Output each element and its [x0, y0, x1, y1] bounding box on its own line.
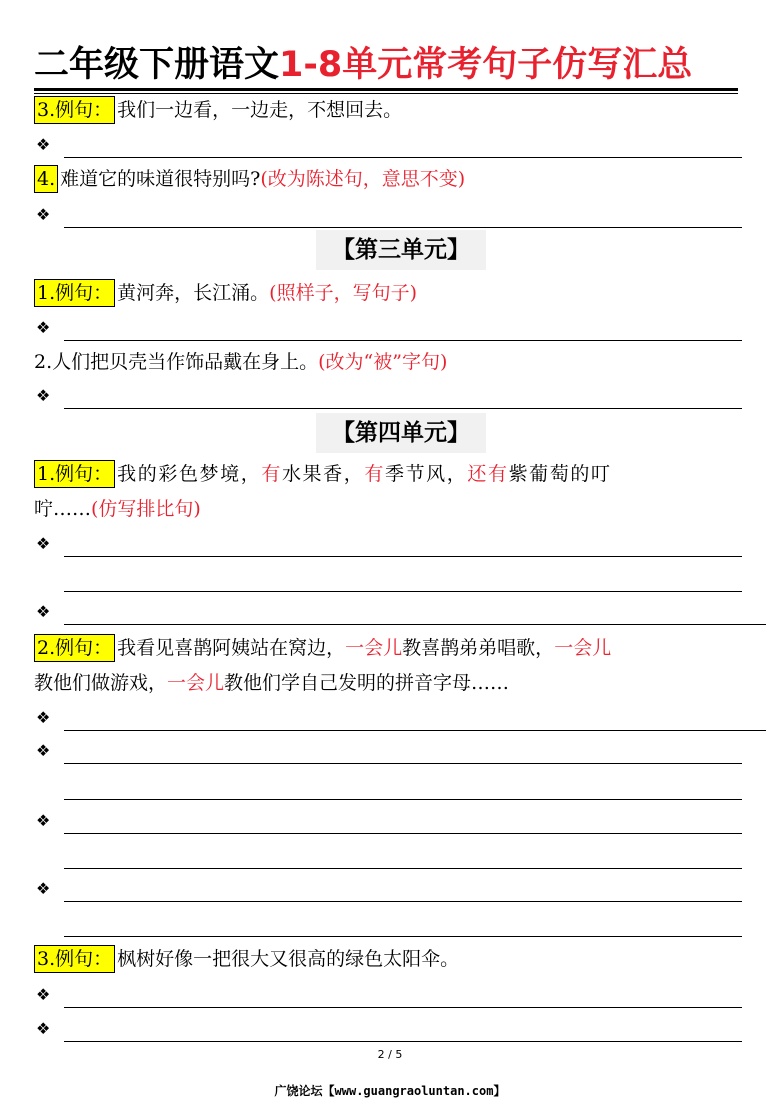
- diamond-icon: ❖: [36, 534, 51, 553]
- diamond-icon: ❖: [36, 386, 51, 405]
- number-tag: 4.: [34, 165, 58, 193]
- sentence-4: 4. 难道它的味道很特别吗?(改为陈述句，意思不变): [34, 164, 746, 194]
- answer-line[interactable]: [34, 913, 742, 937]
- diamond-icon: ❖: [36, 318, 51, 337]
- title-black: 二年级下册语文: [34, 45, 280, 85]
- diamond-icon: ❖: [36, 602, 51, 621]
- title-red: 1-8单元常考句子仿写汇总: [279, 45, 693, 85]
- unit4-sentence-3: 3.例句： 枫树好像一把很大又很高的绿色太阳伞。: [34, 944, 746, 974]
- answer-line[interactable]: [34, 740, 742, 764]
- answer-line[interactable]: [34, 601, 766, 625]
- unit4-sentence-1-cont: 咛……(仿写排比句): [34, 498, 201, 520]
- page-number: 2 / 5: [377, 1048, 403, 1061]
- title-rule-thick: [34, 88, 738, 91]
- answer-line[interactable]: [34, 568, 742, 592]
- answer-line[interactable]: [34, 810, 742, 834]
- answer-line[interactable]: [34, 204, 742, 228]
- answer-line[interactable]: [34, 776, 742, 800]
- unit4-sentence-1: 1.例句： 我的彩色梦境，有水果香，有季节风，还有紫葡萄的叮: [34, 459, 746, 489]
- unit4-sentence-2-cont: 教他们做游戏，一会儿教他们学自己发明的拼音字母……: [34, 672, 510, 694]
- answer-line[interactable]: [34, 878, 742, 902]
- example-tag: 3.例句：: [34, 96, 115, 124]
- unit4-sentence-2: 2.例句： 我看见喜鹊阿姨站在窝边，一会儿教喜鹊弟弟唱歌，一会儿: [34, 633, 746, 663]
- answer-line[interactable]: [34, 707, 766, 731]
- example-tag: 1.例句：: [34, 460, 115, 488]
- diamond-icon: ❖: [36, 205, 51, 224]
- unit-3-heading: 【第三单元】: [316, 230, 486, 270]
- diamond-icon: ❖: [36, 741, 51, 760]
- diamond-icon: ❖: [36, 985, 51, 1004]
- answer-line[interactable]: [34, 533, 742, 557]
- unit-4-heading: 【第四单元】: [316, 413, 486, 453]
- example-tag: 2.例句：: [34, 634, 115, 662]
- instruction: (仿写排比句): [91, 498, 201, 520]
- unit3-sentence-2: 2.人们把贝壳当作饰品戴在身上。(改为“被”字句): [34, 351, 448, 373]
- answer-line[interactable]: [34, 984, 742, 1008]
- diamond-icon: ❖: [36, 135, 51, 154]
- example-tag: 1.例句：: [34, 279, 115, 307]
- answer-line[interactable]: [34, 317, 742, 341]
- example-tag: 3.例句：: [34, 945, 115, 973]
- answer-line[interactable]: [34, 134, 742, 158]
- diamond-icon: ❖: [36, 1019, 51, 1038]
- answer-line[interactable]: [34, 1018, 742, 1042]
- instruction: (改为陈述句，意思不变): [260, 168, 466, 190]
- diamond-icon: ❖: [36, 879, 51, 898]
- unit3-sentence-1: 1.例句： 黄河奔，长江涌。(照样子，写句子): [34, 278, 746, 308]
- page-title: [34, 42, 692, 88]
- instruction: (照样子，写句子): [269, 282, 417, 304]
- footer: 广饶论坛【www.guangraoluntan.com】: [274, 1084, 506, 1098]
- title-rule-thin: [34, 93, 738, 94]
- sentence-3: 3.例句： 我们一边看，一边走，不想回去。: [34, 95, 746, 125]
- diamond-icon: ❖: [36, 811, 51, 830]
- diamond-icon: ❖: [36, 708, 51, 727]
- answer-line[interactable]: [34, 845, 742, 869]
- instruction: (改为“被”字句): [318, 351, 448, 373]
- answer-line[interactable]: [34, 385, 742, 409]
